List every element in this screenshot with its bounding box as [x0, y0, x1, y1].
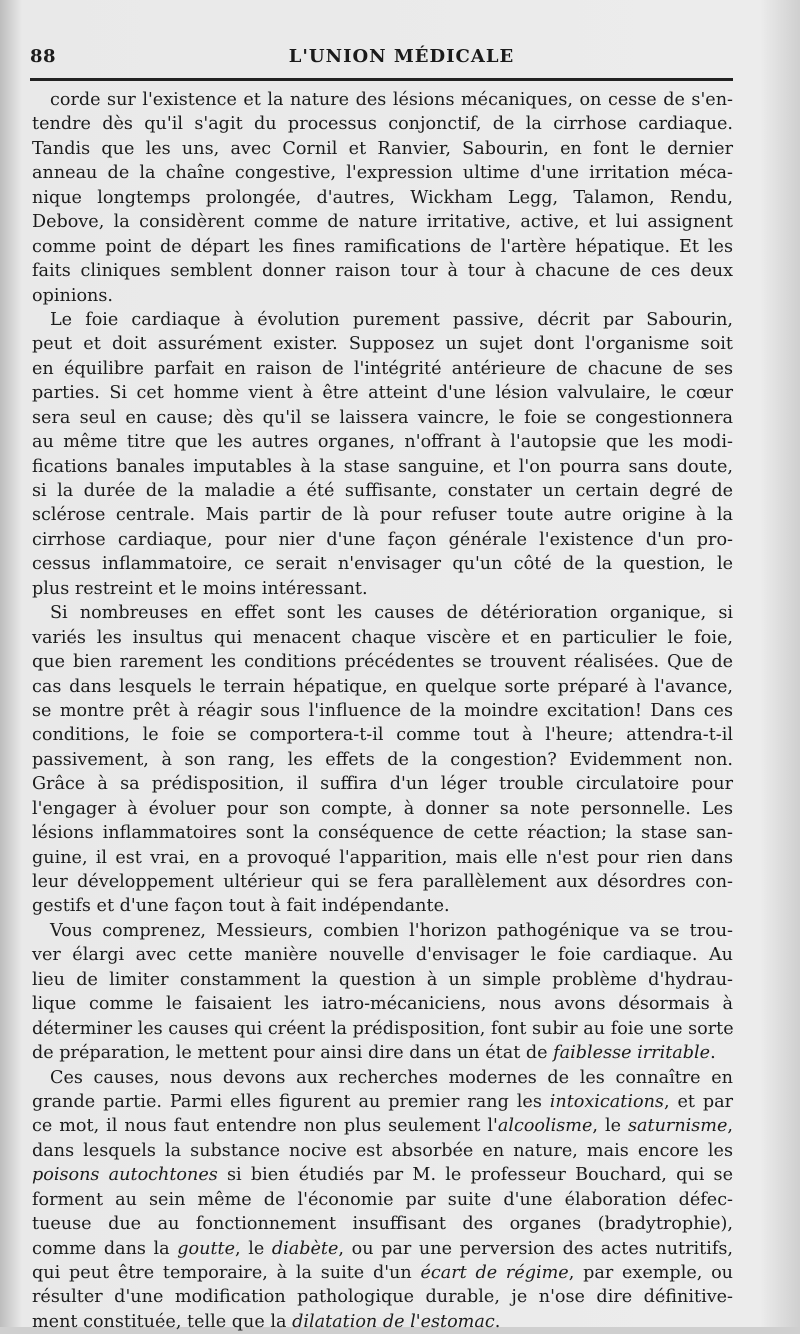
text-line	[32, 137, 733, 161]
italic-text: faiblesse irritable	[553, 1043, 710, 1063]
text-line	[32, 894, 733, 918]
text-segment: peut et doit assurément exister. Supposez un sujet dont l'organisme soit	[32, 334, 733, 354]
text-line	[32, 992, 733, 1016]
text-line	[32, 601, 733, 625]
text-line	[32, 479, 733, 503]
paragraph	[32, 919, 733, 1066]
text-line	[32, 1066, 733, 1090]
text-line	[32, 186, 733, 210]
text-line	[32, 112, 733, 136]
text-segment: résulter d'une modification pathologique durable, je n'ose dire définitive-	[32, 1287, 733, 1307]
text-line	[32, 430, 733, 454]
text-segment: , le	[235, 1239, 272, 1259]
text-segment: tendre dès qu'il s'agit du processus conjonctif, de la cirrhose cardiaque.	[32, 114, 733, 134]
text-segment: forment au sein même de l'économie par suite d'une élaboration défec-	[32, 1190, 733, 1210]
italic-text: dilatation de l'estomac	[292, 1312, 495, 1332]
text-segment: Ces causes, nous devons aux recherches modernes de les connaître en	[50, 1068, 733, 1088]
text-segment: conditions, le foie se comportera-t-il comme tout à l'heure; attendra-t-il	[32, 725, 733, 745]
text-segment: Le foie cardiaque à évolution purement passive, décrit par Sabourin,	[50, 310, 733, 330]
text-line	[32, 748, 733, 772]
text-line	[32, 1212, 733, 1236]
text-segment: dans lesquels la substance nocive est absorbée en nature, mais encore les	[32, 1141, 733, 1161]
text-segment: se montre prêt à réagir sous l'influence de la moindre excitation! Dans ces	[32, 701, 733, 721]
italic-text: poisons autochtones	[32, 1165, 218, 1185]
text-segment: en équilibre parfait en raison de l'intégrité antérieure de chacune de ses	[32, 359, 733, 379]
text-segment: Debove, la considèrent comme de nature irritative, active, et lui assignent	[32, 212, 733, 232]
text-segment: .	[495, 1312, 501, 1332]
text-line	[32, 870, 733, 894]
text-line	[32, 455, 733, 479]
text-line	[32, 1285, 733, 1309]
text-segment: que bien rarement les conditions précédentes se trouvent réalisées. Que de	[32, 652, 733, 672]
paragraph	[32, 601, 733, 919]
italic-text: saturnisme	[628, 1116, 727, 1136]
text-segment: corde sur l'existence et la nature des lésions mécaniques, on cesse de s'en-	[50, 90, 733, 110]
text-line	[32, 968, 733, 992]
text-segment: opinions.	[32, 286, 113, 306]
text-segment: cas dans lesquels le terrain hépatique, en quelque sorte préparé à l'avance,	[32, 677, 733, 697]
text-segment: si la durée de la maladie a été suffisante, constater un certain degré de	[32, 481, 733, 501]
text-line	[32, 1237, 733, 1261]
text-segment: de préparation, le mettent pour ainsi dire dans un état de	[32, 1043, 553, 1063]
text-segment: , par exemple, ou	[569, 1263, 733, 1283]
text-segment: plus restreint et le moins intéressant.	[32, 579, 368, 599]
text-line	[32, 1090, 733, 1114]
italic-text: diabète	[272, 1239, 339, 1259]
italic-text: intoxications	[550, 1092, 664, 1112]
text-segment: l'engager à évoluer pour son compte, à donner sa note personnelle. Les	[32, 799, 733, 819]
text-line	[32, 650, 733, 674]
text-line	[32, 332, 733, 356]
text-segment: sera seul en cause; dès qu'il se laissera vaincre, le foie se congestionnera	[32, 408, 733, 428]
text-segment: guine, il est vrai, en a provoqué l'apparition, mais elle n'est pour rien dans	[32, 848, 733, 868]
text-segment: lésions inflammatoires sont la conséquence de cette réaction; la stase san-	[32, 823, 733, 843]
text-line	[32, 1310, 733, 1334]
text-segment: , et par	[664, 1092, 733, 1112]
text-line	[32, 210, 733, 234]
text-line	[32, 1163, 733, 1187]
text-segment: Tandis que les uns, avec Cornil et Ranvier, Sabourin, en font le dernier	[32, 139, 733, 159]
text-segment: au même titre que les autres organes, n'offrant à l'autopsie que les modi-	[32, 432, 733, 452]
text-line	[32, 284, 733, 308]
text-segment: variés les insultus qui menacent chaque viscère et en particulier le foie,	[32, 628, 733, 648]
text-segment: tueuse due au fonctionnement insuffisant des organes (bradytrophie),	[32, 1214, 733, 1234]
text-line	[32, 88, 733, 112]
text-segment: lique comme le faisaient les iatro-mécaniciens, nous avons désormais à	[32, 994, 733, 1014]
text-segment: cirrhose cardiaque, pour nier d'une façon générale l'existence d'un pro-	[32, 530, 733, 550]
italic-text: alcoolisme	[498, 1116, 593, 1136]
page-number: 88	[30, 46, 56, 67]
text-line	[32, 259, 733, 283]
text-line	[32, 821, 733, 845]
running-title: L'UNION MÉDICALE	[30, 46, 733, 67]
text-line	[32, 577, 733, 601]
text-segment: ver élargi avec cette manière nouvelle d'envisager le foie cardiaque. Au	[32, 945, 733, 965]
text-line	[32, 235, 733, 259]
text-line	[32, 1188, 733, 1212]
text-line	[32, 797, 733, 821]
text-line	[32, 675, 733, 699]
article-body	[32, 88, 733, 1334]
text-segment: gestifs et d'une façon tout à fait indépendante.	[32, 896, 450, 916]
text-line	[32, 772, 733, 796]
text-line	[32, 919, 733, 943]
text-line	[32, 1041, 733, 1065]
text-line	[32, 552, 733, 576]
text-segment: fications banales imputables à la stase sanguine, et l'on pourra sans doute,	[32, 457, 733, 477]
text-segment: faits cliniques semblent donner raison tour à tour à chacune de ces deux	[32, 261, 733, 281]
text-segment: comme dans la	[32, 1239, 177, 1259]
header-rule	[30, 78, 733, 81]
text-segment: lieu de limiter constamment la question à un simple problème d'hydrau-	[32, 970, 733, 990]
text-segment: Si nombreuses en effet sont les causes de détérioration organique, si	[50, 603, 733, 623]
page-header	[30, 44, 733, 72]
text-segment: anneau de la chaîne congestive, l'expression ultime d'une irritation méca-	[32, 163, 733, 183]
text-line	[32, 846, 733, 870]
text-line	[32, 406, 733, 430]
text-line	[32, 1114, 733, 1138]
text-line	[32, 161, 733, 185]
text-line	[32, 1017, 733, 1041]
text-segment: .	[710, 1043, 716, 1063]
text-segment: , le	[592, 1116, 628, 1136]
text-segment: qui peut être temporaire, à la suite d'un	[32, 1263, 420, 1283]
text-segment: sclérose centrale. Mais partir de là pour refuser toute autre origine à la	[32, 505, 733, 525]
text-segment: nique longtemps prolongée, d'autres, Wickham Legg, Talamon, Rendu,	[32, 188, 733, 208]
text-line	[32, 626, 733, 650]
text-segment: ment constituée, telle que la	[32, 1312, 292, 1332]
text-line	[32, 528, 733, 552]
text-segment: passivement, à son rang, les effets de la congestion? Evidemment non.	[32, 750, 733, 770]
text-line	[32, 1139, 733, 1163]
text-segment: Vous comprenez, Messieurs, combien l'horizon pathogénique va se trou-	[50, 921, 733, 941]
text-segment: leur développement ultérieur qui se fera parallèlement aux désordres con-	[32, 872, 733, 892]
text-segment: cessus inflammatoire, ce serait n'envisager qu'un côté de la question, le	[32, 554, 733, 574]
text-line	[32, 357, 733, 381]
text-line	[32, 1261, 733, 1285]
text-segment: ce mot, il nous faut entendre non plus seulement l'	[32, 1116, 498, 1136]
text-line	[32, 308, 733, 332]
text-line	[32, 943, 733, 967]
text-segment: comme point de départ les fines ramifications de l'artère hépatique. Et les	[32, 237, 733, 257]
text-segment: si bien étudiés par M. le professeur Bouchard, qui se	[218, 1165, 733, 1185]
text-segment: parties. Si cet homme vient à être atteint d'une lésion valvulaire, le cœur	[32, 383, 733, 403]
italic-text: écart de régime	[420, 1263, 568, 1283]
text-line	[32, 503, 733, 527]
italic-text: goutte	[177, 1239, 235, 1259]
text-segment: grande partie. Parmi elles figurent au premier rang les	[32, 1092, 550, 1112]
text-segment: Grâce à sa prédisposition, il suffira d'un léger trouble circulatoire pour	[32, 774, 733, 794]
paragraph	[32, 1066, 733, 1334]
text-segment: ,	[727, 1116, 733, 1136]
paragraph	[32, 88, 733, 308]
text-segment: déterminer les causes qui créent la prédisposition, font subir au foie une sorte	[32, 1019, 734, 1039]
text-line	[32, 723, 733, 747]
text-line	[32, 699, 733, 723]
paragraph	[32, 308, 733, 601]
text-segment: , ou par une perversion des actes nutritifs,	[338, 1239, 733, 1259]
text-line	[32, 381, 733, 405]
